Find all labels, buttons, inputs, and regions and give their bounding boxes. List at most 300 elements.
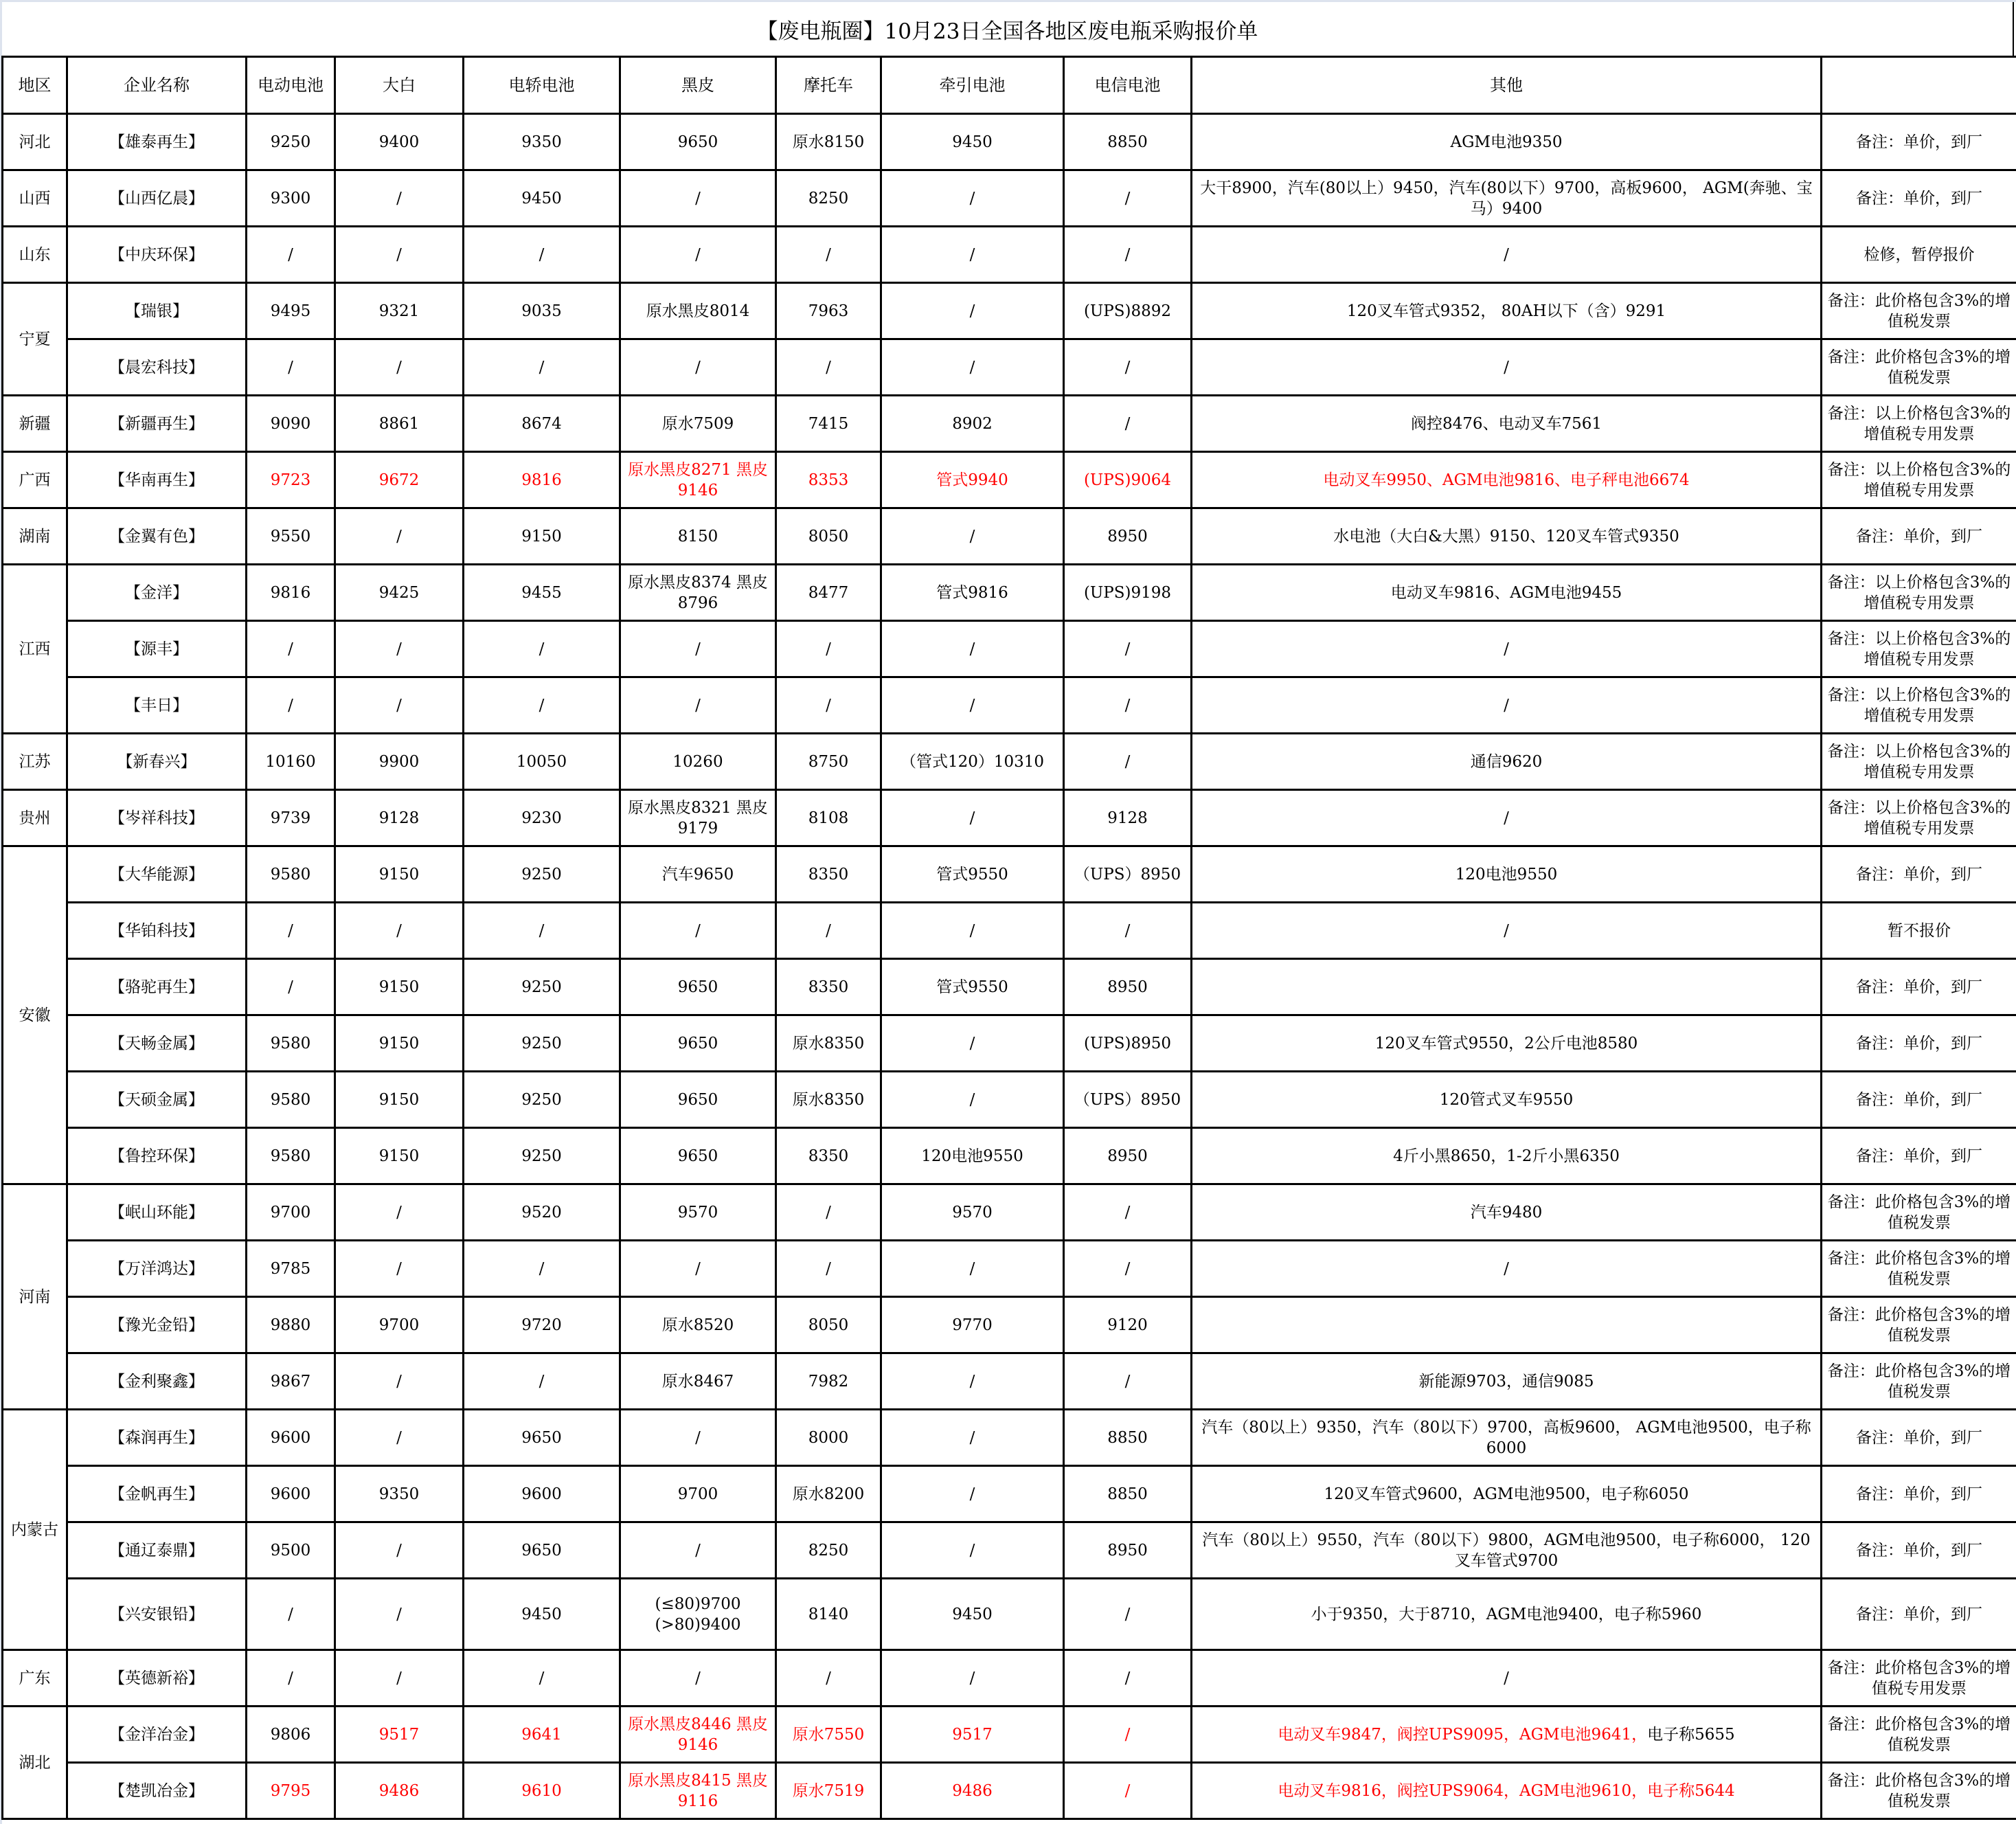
cell-note[interactable]: 备注：单价，到厂 (1822, 1015, 2016, 1072)
cell-traction[interactable]: 9450 (881, 114, 1064, 170)
cell-telecom[interactable]: / (1064, 339, 1192, 396)
cell-other[interactable]: 新能源9703，通信9085 (1192, 1353, 1822, 1410)
cell-ev-battery[interactable]: 9806 (247, 1707, 335, 1763)
header-region[interactable]: 地区 (3, 57, 67, 114)
cell-traction[interactable]: 8902 (881, 396, 1064, 452)
cell-region[interactable]: 宁夏 (3, 283, 67, 396)
cell-ev-battery[interactable]: 9700 (247, 1184, 335, 1241)
cell-traction[interactable]: 管式9816 (881, 565, 1064, 621)
cell-dabai[interactable]: 9150 (335, 1128, 464, 1184)
cell-sedan-battery[interactable]: 9650 (464, 1410, 620, 1466)
cell-motorcycle[interactable]: 8000 (776, 1410, 881, 1466)
cell-ev-battery[interactable]: 9785 (247, 1241, 335, 1297)
cell-other[interactable] (1192, 959, 1822, 1015)
cell-motorcycle[interactable]: / (776, 1241, 881, 1297)
cell-company[interactable]: 【岑祥科技】 (67, 790, 247, 846)
cell-heipi[interactable]: (≤80)9700 (>80)9400 (620, 1579, 776, 1650)
cell-ev-battery[interactable]: 9495 (247, 283, 335, 339)
cell-note[interactable]: 备注：以上价格包含3%的增值税专用发票 (1822, 621, 2016, 677)
cell-traction[interactable]: / (881, 903, 1064, 959)
cell-heipi[interactable]: / (620, 621, 776, 677)
cell-region[interactable]: 山东 (3, 227, 67, 283)
cell-telecom[interactable]: / (1064, 1241, 1192, 1297)
cell-other[interactable]: / (1192, 790, 1822, 846)
cell-motorcycle[interactable]: 7982 (776, 1353, 881, 1410)
cell-motorcycle[interactable]: / (776, 1184, 881, 1241)
cell-motorcycle[interactable]: 8353 (776, 452, 881, 508)
cell-sedan-battery[interactable]: 9450 (464, 170, 620, 227)
cell-motorcycle[interactable]: 原水7519 (776, 1763, 881, 1819)
cell-sedan-battery[interactable]: / (464, 1241, 620, 1297)
cell-traction[interactable]: 管式9550 (881, 959, 1064, 1015)
cell-sedan-battery[interactable]: 9455 (464, 565, 620, 621)
cell-company[interactable]: 【中庆环保】 (67, 227, 247, 283)
cell-sedan-battery[interactable]: 9250 (464, 959, 620, 1015)
cell-ev-battery[interactable]: 9580 (247, 1128, 335, 1184)
cell-telecom[interactable]: / (1064, 677, 1192, 734)
cell-heipi[interactable]: 9650 (620, 1072, 776, 1128)
cell-note[interactable]: 备注：单价，到厂 (1822, 114, 2016, 170)
cell-dabai[interactable]: / (335, 1184, 464, 1241)
cell-company[interactable]: 【金洋】 (67, 565, 247, 621)
cell-other[interactable]: 通信9620 (1192, 734, 1822, 790)
cell-other[interactable]: 电动叉车9950、AGM电池9816、电子秤电池6674 (1192, 452, 1822, 508)
cell-note[interactable]: 备注：单价，到厂 (1822, 1466, 2016, 1522)
cell-ev-battery[interactable]: / (247, 959, 335, 1015)
cell-company[interactable]: 【金洋冶金】 (67, 1707, 247, 1763)
cell-sedan-battery[interactable]: / (464, 1353, 620, 1410)
cell-company[interactable]: 【大华能源】 (67, 846, 247, 903)
cell-dabai[interactable]: 8861 (335, 396, 464, 452)
cell-company[interactable]: 【金利聚鑫】 (67, 1353, 247, 1410)
cell-heipi[interactable]: 原水黑皮8014 (620, 283, 776, 339)
cell-traction[interactable]: 9486 (881, 1763, 1064, 1819)
cell-region[interactable]: 湖北 (3, 1707, 67, 1819)
cell-telecom[interactable]: 8850 (1064, 1466, 1192, 1522)
cell-sedan-battery[interactable]: 9250 (464, 846, 620, 903)
cell-sedan-battery[interactable]: 9230 (464, 790, 620, 846)
cell-heipi[interactable]: 8150 (620, 508, 776, 565)
cell-other[interactable]: / (1192, 227, 1822, 283)
cell-note[interactable]: 备注：以上价格包含3%的增值税专用发票 (1822, 677, 2016, 734)
cell-motorcycle[interactable]: 7415 (776, 396, 881, 452)
cell-company[interactable]: 【新疆再生】 (67, 396, 247, 452)
cell-telecom[interactable]: / (1064, 1707, 1192, 1763)
cell-other[interactable]: 120电池9550 (1192, 846, 1822, 903)
cell-region[interactable]: 河南 (3, 1184, 67, 1410)
cell-note[interactable]: 备注：单价，到厂 (1822, 1072, 2016, 1128)
cell-other[interactable]: 汽车9480 (1192, 1184, 1822, 1241)
cell-dabai[interactable]: / (335, 1241, 464, 1297)
cell-other[interactable]: 120叉车管式9352， 80AH以下（含）9291 (1192, 283, 1822, 339)
cell-heipi[interactable]: / (620, 227, 776, 283)
cell-company[interactable]: 【通辽泰鼎】 (67, 1522, 247, 1579)
cell-heipi[interactable]: 9650 (620, 1128, 776, 1184)
cell-other[interactable]: / (1192, 677, 1822, 734)
cell-other[interactable]: 4斤小黑8650，1-2斤小黑6350 (1192, 1128, 1822, 1184)
cell-ev-battery[interactable]: 9600 (247, 1466, 335, 1522)
cell-heipi[interactable]: 9650 (620, 959, 776, 1015)
cell-region[interactable]: 湖南 (3, 508, 67, 565)
cell-company[interactable]: 【源丰】 (67, 621, 247, 677)
cell-motorcycle[interactable]: / (776, 621, 881, 677)
cell-sedan-battery[interactable]: 9250 (464, 1015, 620, 1072)
cell-company[interactable]: 【雄泰再生】 (67, 114, 247, 170)
cell-sedan-battery[interactable]: 9035 (464, 283, 620, 339)
cell-heipi[interactable]: 原水黑皮8446 黑皮9146 (620, 1707, 776, 1763)
cell-note[interactable]: 备注：此价格包含3%的增值税发票 (1822, 1707, 2016, 1763)
cell-heipi[interactable]: 9700 (620, 1466, 776, 1522)
cell-sedan-battery[interactable]: / (464, 1650, 620, 1707)
cell-traction[interactable]: / (881, 339, 1064, 396)
cell-heipi[interactable]: / (620, 339, 776, 396)
cell-other[interactable]: / (1192, 1241, 1822, 1297)
cell-sedan-battery[interactable]: 9816 (464, 452, 620, 508)
cell-dabai[interactable]: / (335, 1410, 464, 1466)
cell-dabai[interactable]: / (335, 1650, 464, 1707)
cell-ev-battery[interactable]: 9816 (247, 565, 335, 621)
cell-traction[interactable]: （管式120）10310 (881, 734, 1064, 790)
cell-ev-battery[interactable]: 9580 (247, 846, 335, 903)
cell-note[interactable]: 备注：以上价格包含3%的增值税专用发票 (1822, 565, 2016, 621)
cell-ev-battery[interactable]: 9600 (247, 1410, 335, 1466)
cell-telecom[interactable]: / (1064, 1579, 1192, 1650)
cell-motorcycle[interactable]: 8250 (776, 170, 881, 227)
cell-ev-battery[interactable]: 9250 (247, 114, 335, 170)
header-ev-battery[interactable]: 电动电池 (247, 57, 335, 114)
cell-other[interactable]: 小于9350，大于8710，AGM电池9400，电子称5960 (1192, 1579, 1822, 1650)
cell-note[interactable]: 备注：此价格包含3%的增值税发票 (1822, 1353, 2016, 1410)
cell-sedan-battery[interactable]: / (464, 339, 620, 396)
cell-company[interactable]: 【楚凯冶金】 (67, 1763, 247, 1819)
cell-company[interactable]: 【天硕金属】 (67, 1072, 247, 1128)
cell-ev-battery[interactable]: / (247, 903, 335, 959)
cell-ev-battery[interactable]: 9300 (247, 170, 335, 227)
cell-sedan-battery[interactable]: 9520 (464, 1184, 620, 1241)
cell-heipi[interactable]: / (620, 1650, 776, 1707)
cell-other[interactable]: 电动叉车9816、AGM电池9455 (1192, 565, 1822, 621)
cell-ev-battery[interactable]: / (247, 227, 335, 283)
cell-ev-battery[interactable]: 9090 (247, 396, 335, 452)
cell-other[interactable]: 汽车（80以上）9350，汽车（80以下）9700，高板9600， AGM电池9500，电子称6000 (1192, 1410, 1822, 1466)
cell-traction[interactable]: / (881, 621, 1064, 677)
cell-motorcycle[interactable]: 8350 (776, 1128, 881, 1184)
cell-traction[interactable]: / (881, 1353, 1064, 1410)
cell-note[interactable]: 备注：单价，到厂 (1822, 1522, 2016, 1579)
cell-traction[interactable]: / (881, 790, 1064, 846)
cell-sedan-battery[interactable]: 9250 (464, 1128, 620, 1184)
cell-telecom[interactable]: / (1064, 1184, 1192, 1241)
cell-sedan-battery[interactable]: 9250 (464, 1072, 620, 1128)
cell-ev-battery[interactable]: 9723 (247, 452, 335, 508)
cell-note[interactable]: 备注：此价格包含3%的增值税发票 (1822, 1241, 2016, 1297)
cell-company[interactable]: 【英德新裕】 (67, 1650, 247, 1707)
cell-traction[interactable]: / (881, 227, 1064, 283)
cell-company[interactable]: 【鲁控环保】 (67, 1128, 247, 1184)
cell-dabai[interactable]: / (335, 508, 464, 565)
cell-sedan-battery[interactable]: / (464, 621, 620, 677)
cell-dabai[interactable]: / (335, 339, 464, 396)
cell-telecom[interactable]: / (1064, 734, 1192, 790)
cell-company[interactable]: 【山西亿晨】 (67, 170, 247, 227)
cell-company[interactable]: 【华铂科技】 (67, 903, 247, 959)
cell-region[interactable]: 广东 (3, 1650, 67, 1707)
cell-heipi[interactable]: 10260 (620, 734, 776, 790)
cell-heipi[interactable]: 汽车9650 (620, 846, 776, 903)
cell-company[interactable]: 【兴安银铅】 (67, 1579, 247, 1650)
cell-telecom[interactable]: 8850 (1064, 114, 1192, 170)
cell-telecom[interactable]: (UPS)9064 (1064, 452, 1192, 508)
cell-other[interactable]: 电动叉车9816，阀控UPS9064，AGM电池9610，电子称5644 (1192, 1763, 1822, 1819)
cell-telecom[interactable]: 9120 (1064, 1297, 1192, 1353)
cell-dabai[interactable]: 9900 (335, 734, 464, 790)
cell-heipi[interactable]: 原水黑皮8415 黑皮9116 (620, 1763, 776, 1819)
cell-motorcycle[interactable]: / (776, 339, 881, 396)
cell-note[interactable]: 检修，暂停报价 (1822, 227, 2016, 283)
cell-motorcycle[interactable]: 8350 (776, 959, 881, 1015)
cell-motorcycle[interactable]: 原水7550 (776, 1707, 881, 1763)
cell-note[interactable]: 备注：以上价格包含3%的增值税专用发票 (1822, 452, 2016, 508)
cell-note[interactable]: 备注：以上价格包含3%的增值税专用发票 (1822, 396, 2016, 452)
cell-telecom[interactable]: 8950 (1064, 959, 1192, 1015)
cell-traction[interactable]: 9770 (881, 1297, 1064, 1353)
cell-traction[interactable]: 9517 (881, 1707, 1064, 1763)
cell-telecom[interactable]: / (1064, 903, 1192, 959)
cell-traction[interactable]: / (881, 283, 1064, 339)
cell-heipi[interactable]: / (620, 903, 776, 959)
cell-telecom[interactable]: 8950 (1064, 1128, 1192, 1184)
cell-note[interactable]: 备注：此价格包含3%的增值税发票 (1822, 1297, 2016, 1353)
cell-region[interactable]: 广西 (3, 452, 67, 508)
cell-motorcycle[interactable]: 8477 (776, 565, 881, 621)
cell-motorcycle[interactable]: 8350 (776, 846, 881, 903)
cell-sedan-battery[interactable]: / (464, 677, 620, 734)
cell-note[interactable]: 备注：单价，到厂 (1822, 846, 2016, 903)
cell-company[interactable]: 【金帆再生】 (67, 1466, 247, 1522)
cell-sedan-battery[interactable]: / (464, 227, 620, 283)
cell-note[interactable]: 备注：此价格包含3%的增值税发票 (1822, 283, 2016, 339)
cell-motorcycle[interactable]: / (776, 903, 881, 959)
cell-dabai[interactable]: 9321 (335, 283, 464, 339)
cell-traction[interactable]: / (881, 1650, 1064, 1707)
cell-dabai[interactable]: 9700 (335, 1297, 464, 1353)
cell-dabai[interactable]: / (335, 1522, 464, 1579)
cell-dabai[interactable]: / (335, 227, 464, 283)
cell-motorcycle[interactable]: / (776, 227, 881, 283)
cell-other[interactable]: 120叉车管式9550，2公斤电池8580 (1192, 1015, 1822, 1072)
cell-motorcycle[interactable]: / (776, 677, 881, 734)
cell-region[interactable]: 新疆 (3, 396, 67, 452)
cell-region[interactable]: 内蒙古 (3, 1410, 67, 1650)
cell-note[interactable]: 备注：此价格包含3%的增值税发票 (1822, 1763, 2016, 1819)
cell-ev-battery[interactable]: 9580 (247, 1072, 335, 1128)
cell-traction[interactable]: 管式9940 (881, 452, 1064, 508)
cell-dabai[interactable]: 9150 (335, 1072, 464, 1128)
cell-company[interactable]: 【华南再生】 (67, 452, 247, 508)
cell-ev-battery[interactable]: 9550 (247, 508, 335, 565)
cell-traction[interactable]: 120电池9550 (881, 1128, 1064, 1184)
cell-ev-battery[interactable]: / (247, 339, 335, 396)
cell-ev-battery[interactable]: / (247, 677, 335, 734)
cell-other[interactable] (1192, 1297, 1822, 1353)
cell-traction[interactable]: / (881, 508, 1064, 565)
cell-note[interactable]: 备注：单价，到厂 (1822, 508, 2016, 565)
cell-motorcycle[interactable]: 8140 (776, 1579, 881, 1650)
cell-traction[interactable]: / (881, 1466, 1064, 1522)
cell-heipi[interactable]: 9650 (620, 1015, 776, 1072)
cell-telecom[interactable]: (UPS)9198 (1064, 565, 1192, 621)
cell-sedan-battery[interactable]: / (464, 903, 620, 959)
header-sedan-battery[interactable]: 电轿电池 (464, 57, 620, 114)
cell-heipi[interactable]: 原水黑皮8321 黑皮9179 (620, 790, 776, 846)
cell-traction[interactable]: / (881, 1015, 1064, 1072)
cell-dabai[interactable]: 9150 (335, 1015, 464, 1072)
cell-traction[interactable]: 管式9550 (881, 846, 1064, 903)
cell-dabai[interactable]: 9517 (335, 1707, 464, 1763)
cell-dabai[interactable]: 9150 (335, 846, 464, 903)
cell-telecom[interactable]: (UPS)8950 (1064, 1015, 1192, 1072)
cell-heipi[interactable]: 9650 (620, 114, 776, 170)
cell-note[interactable]: 备注：单价，到厂 (1822, 170, 2016, 227)
cell-note[interactable]: 备注：此价格包含3%的增值税发票 (1822, 339, 2016, 396)
cell-other[interactable]: 120叉车管式9600，AGM电池9500，电子称6050 (1192, 1466, 1822, 1522)
cell-note[interactable]: 备注：此价格包含3%的增值税专用发票 (1822, 1650, 2016, 1707)
cell-sedan-battery[interactable]: 9350 (464, 114, 620, 170)
cell-region[interactable]: 江西 (3, 565, 67, 734)
header-company[interactable]: 企业名称 (67, 57, 247, 114)
cell-dabai[interactable]: 9400 (335, 114, 464, 170)
cell-company[interactable]: 【晨宏科技】 (67, 339, 247, 396)
cell-dabai[interactable]: 9425 (335, 565, 464, 621)
cell-motorcycle[interactable]: 8750 (776, 734, 881, 790)
header-dabai[interactable]: 大白 (335, 57, 464, 114)
cell-company[interactable]: 【新春兴】 (67, 734, 247, 790)
cell-note[interactable]: 备注：单价，到厂 (1822, 1410, 2016, 1466)
cell-note[interactable]: 备注：单价，到厂 (1822, 1128, 2016, 1184)
cell-traction[interactable]: / (881, 170, 1064, 227)
cell-motorcycle[interactable]: 8108 (776, 790, 881, 846)
cell-company[interactable]: 【万洋鸿达】 (67, 1241, 247, 1297)
cell-dabai[interactable]: 9150 (335, 959, 464, 1015)
cell-note[interactable]: 备注：单价，到厂 (1822, 1579, 2016, 1650)
cell-traction[interactable]: / (881, 677, 1064, 734)
header-telecom[interactable]: 电信电池 (1064, 57, 1192, 114)
cell-company[interactable]: 【瑞银】 (67, 283, 247, 339)
cell-traction[interactable]: / (881, 1522, 1064, 1579)
cell-region[interactable]: 贵州 (3, 790, 67, 846)
cell-ev-battery[interactable]: 9795 (247, 1763, 335, 1819)
cell-dabai[interactable]: / (335, 621, 464, 677)
cell-company[interactable]: 【丰日】 (67, 677, 247, 734)
cell-dabai[interactable]: 9672 (335, 452, 464, 508)
cell-other[interactable]: / (1192, 339, 1822, 396)
cell-other[interactable]: / (1192, 903, 1822, 959)
cell-other[interactable]: 水电池（大白&大黑）9150、120叉车管式9350 (1192, 508, 1822, 565)
cell-dabai[interactable]: / (335, 1353, 464, 1410)
cell-heipi[interactable]: 原水8467 (620, 1353, 776, 1410)
cell-dabai[interactable]: / (335, 903, 464, 959)
cell-motorcycle[interactable]: 原水8200 (776, 1466, 881, 1522)
cell-motorcycle[interactable]: 8050 (776, 508, 881, 565)
cell-dabai[interactable]: / (335, 677, 464, 734)
cell-traction[interactable]: 9570 (881, 1184, 1064, 1241)
cell-ev-battery[interactable]: / (247, 621, 335, 677)
cell-dabai[interactable]: 9486 (335, 1763, 464, 1819)
cell-sedan-battery[interactable]: 9600 (464, 1466, 620, 1522)
cell-note[interactable]: 备注：单价，到厂 (1822, 959, 2016, 1015)
cell-motorcycle[interactable]: 原水8150 (776, 114, 881, 170)
cell-traction[interactable]: / (881, 1410, 1064, 1466)
cell-motorcycle[interactable]: 8250 (776, 1522, 881, 1579)
cell-telecom[interactable]: （UPS）8950 (1064, 846, 1192, 903)
cell-sedan-battery[interactable]: 9650 (464, 1522, 620, 1579)
cell-traction[interactable]: / (881, 1072, 1064, 1128)
cell-heipi[interactable]: / (620, 677, 776, 734)
header-other[interactable]: 其他 (1192, 57, 1822, 114)
cell-sedan-battery[interactable]: 9610 (464, 1763, 620, 1819)
cell-region[interactable]: 河北 (3, 114, 67, 170)
cell-company[interactable]: 【森润再生】 (67, 1410, 247, 1466)
cell-other[interactable]: AGM电池9350 (1192, 114, 1822, 170)
cell-company[interactable]: 【金翼有色】 (67, 508, 247, 565)
cell-note[interactable]: 备注：此价格包含3%的增值税发票 (1822, 1184, 2016, 1241)
cell-other[interactable] (1192, 1707, 1822, 1763)
cell-ev-battery[interactable]: 9880 (247, 1297, 335, 1353)
cell-dabai[interactable]: / (335, 1579, 464, 1650)
cell-company[interactable]: 【豫光金铅】 (67, 1297, 247, 1353)
header-motorcycle[interactable]: 摩托车 (776, 57, 881, 114)
cell-note[interactable]: 备注：以上价格包含3%的增值税专用发票 (1822, 790, 2016, 846)
cell-company[interactable]: 【岷山环能】 (67, 1184, 247, 1241)
cell-ev-battery[interactable]: / (247, 1650, 335, 1707)
cell-company[interactable]: 【骆驼再生】 (67, 959, 247, 1015)
cell-telecom[interactable]: / (1064, 227, 1192, 283)
cell-region[interactable]: 山西 (3, 170, 67, 227)
cell-ev-battery[interactable]: 10160 (247, 734, 335, 790)
cell-telecom[interactable]: 8850 (1064, 1410, 1192, 1466)
cell-motorcycle[interactable]: 原水8350 (776, 1072, 881, 1128)
cell-sedan-battery[interactable]: 9450 (464, 1579, 620, 1650)
cell-telecom[interactable]: / (1064, 1763, 1192, 1819)
header-traction[interactable]: 牵引电池 (881, 57, 1064, 114)
cell-other[interactable]: 阀控8476、电动叉车7561 (1192, 396, 1822, 452)
cell-motorcycle[interactable]: 7963 (776, 283, 881, 339)
cell-other[interactable]: / (1192, 1650, 1822, 1707)
cell-heipi[interactable]: / (620, 1522, 776, 1579)
cell-telecom[interactable]: （UPS）8950 (1064, 1072, 1192, 1128)
cell-company[interactable]: 【天畅金属】 (67, 1015, 247, 1072)
cell-motorcycle[interactable]: 8050 (776, 1297, 881, 1353)
cell-telecom[interactable]: / (1064, 170, 1192, 227)
cell-other[interactable]: 汽车（80以上）9550，汽车（80以下）9800，AGM电池9500，电子称6000， 120叉车管式9700 (1192, 1522, 1822, 1579)
cell-ev-battery[interactable]: / (247, 1579, 335, 1650)
cell-heipi[interactable]: 原水黑皮8374 黑皮8796 (620, 565, 776, 621)
cell-traction[interactable]: / (881, 1241, 1064, 1297)
cell-heipi[interactable]: / (620, 170, 776, 227)
cell-other[interactable]: 120管式叉车9550 (1192, 1072, 1822, 1128)
cell-heipi[interactable]: 原水黑皮8271 黑皮9146 (620, 452, 776, 508)
cell-sedan-battery[interactable]: 9641 (464, 1707, 620, 1763)
cell-sedan-battery[interactable]: 10050 (464, 734, 620, 790)
cell-heipi[interactable]: / (620, 1410, 776, 1466)
cell-motorcycle[interactable]: 原水8350 (776, 1015, 881, 1072)
cell-ev-battery[interactable]: 9500 (247, 1522, 335, 1579)
cell-dabai[interactable]: / (335, 170, 464, 227)
cell-region[interactable]: 安徽 (3, 846, 67, 1184)
cell-sedan-battery[interactable]: 8674 (464, 396, 620, 452)
cell-other[interactable]: 大干8900，汽车(80以上）9450，汽车(80以下）9700，高板9600， AGM(奔驰、宝马）9400 (1192, 170, 1822, 227)
cell-dabai[interactable]: 9128 (335, 790, 464, 846)
